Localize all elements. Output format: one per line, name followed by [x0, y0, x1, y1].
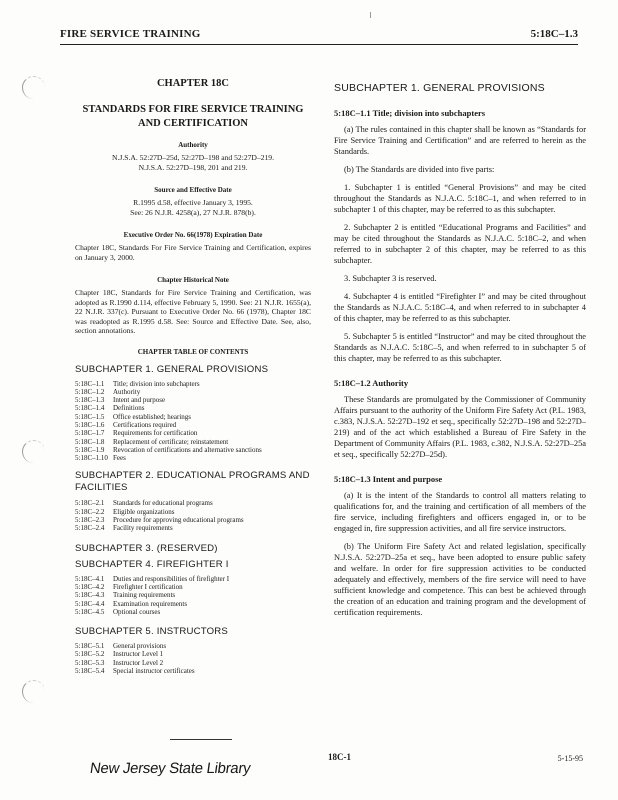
- table-of-contents-heading: CHAPTER TABLE OF CONTENTS: [137, 347, 249, 356]
- toc-item: [75, 499, 311, 507]
- toc-item: [75, 600, 311, 608]
- page-number: 18C-1: [328, 752, 351, 762]
- toc-item: [75, 421, 311, 429]
- toc-section-title: Special instructor certificates: [113, 667, 195, 676]
- toc-section-title: Office established; hearings: [113, 412, 192, 421]
- header-title: FIRE SERVICE TRAINING: [60, 28, 201, 40]
- toc-subchapter-heading: SUBCHAPTER 4. FIREFIGHTER I: [75, 558, 229, 570]
- toc-section-title: Duties and responsibilities of firefighter I: [113, 574, 230, 583]
- toc-item: [75, 608, 311, 616]
- executive-order-text: Chapter 18C, Standards For Fire Service Training and Certification, expires on January 3, 2000.: [75, 243, 311, 262]
- paragraph: 3. Subchapter 3 is reserved.: [344, 274, 437, 283]
- toc-section-title: Instructor Level 1: [113, 650, 164, 659]
- toc-item: [75, 591, 311, 599]
- toc-section-title: Training requirements: [113, 591, 176, 600]
- toc-section-title: Revocation of certifications and alternative sanctions: [113, 445, 262, 454]
- toc-section-number: 5:18C–1.4: [75, 404, 105, 413]
- toc-section-title: Instructor Level 2: [113, 658, 164, 667]
- toc-list: [75, 380, 311, 463]
- toc-section-title: Definitions: [113, 404, 145, 413]
- toc-item: [75, 396, 311, 404]
- toc-section-number: 5:18C–1.9: [75, 445, 105, 454]
- toc-section-title: General provisions: [113, 642, 167, 651]
- toc-item: [75, 388, 311, 396]
- toc-section-title: Title; division into subchapters: [113, 379, 200, 388]
- toc-section-number: 5:18C–4.4: [75, 599, 105, 608]
- toc-section-number: 5:18C–1.8: [75, 437, 105, 446]
- toc-section-title: Certifications required: [113, 420, 177, 429]
- authority-heading: Authority: [178, 141, 208, 149]
- toc-section-number: 5:18C–5.4: [75, 667, 105, 676]
- toc-section-title: Facility requirements: [113, 524, 173, 533]
- source-text: [75, 198, 311, 217]
- toc-section-number: 5:18C–2.2: [75, 507, 105, 516]
- toc-item: [75, 575, 311, 583]
- section-heading: 5:18C–1.2 Authority: [334, 378, 409, 388]
- source-line: See: 26 N.J.R. 4258(a), 27 N.J.R. 878(b).: [130, 207, 256, 217]
- punch-hole-mark: [22, 680, 45, 703]
- toc-section-number: 5:18C–1.2: [75, 387, 105, 396]
- toc-section-title: Requirements for certification: [113, 429, 198, 438]
- punch-hole-mark: [22, 440, 45, 463]
- toc-item: [75, 524, 311, 532]
- toc-list: [75, 642, 311, 675]
- section-heading: 5:18C–1.3 Intent and purpose: [334, 474, 443, 484]
- toc-subchapter-heading: SUBCHAPTER 5. INSTRUCTORS: [75, 626, 229, 638]
- toc-section-number: 5:18C–4.3: [75, 591, 105, 600]
- toc-section-title: Replacement of certificate; reinstatement: [113, 437, 229, 446]
- authority-line: N.J.S.A. 52:27D–25d, 52:27D–198 and 52:27D–219.: [111, 153, 274, 162]
- toc-section-number: 5:18C–4.5: [75, 607, 105, 616]
- toc-section-number: 5:18C–1.3: [75, 396, 105, 405]
- toc-section-title: Fees: [113, 454, 126, 463]
- supplement-date: 5-15-95: [557, 754, 583, 763]
- chapter-number: CHAPTER 18C: [156, 78, 230, 89]
- toc-item: [75, 454, 311, 462]
- paragraph: 4. Subchapter 4 is entitled “Firefighter I” and may be cited throughout the Standards as N.J.A.C. 5:18C–4, and when referred to in subchapter 4 of this chapter, may be referred to as this subchapter.: [334, 292, 586, 323]
- toc-section-number: 5:18C–2.4: [75, 524, 105, 533]
- authority-text: [75, 153, 311, 172]
- right-column: [334, 78, 586, 625]
- toc-item: [75, 642, 311, 650]
- toc-subchapter-heading: SUBCHAPTER 3. (RESERVED): [75, 542, 218, 554]
- authority-line: N.J.S.A. 52:27D–198, 201 and 219.: [138, 162, 248, 172]
- toc-section-number: 5:18C–1.7: [75, 429, 105, 438]
- toc-item: [75, 516, 311, 524]
- toc-section-number: 5:18C–4.2: [75, 582, 105, 591]
- toc-section-title: Standards for educational programs: [113, 499, 213, 508]
- toc-list: [75, 499, 311, 532]
- toc-list: [75, 575, 311, 616]
- toc-item: [75, 446, 311, 454]
- toc-section-number: 5:18C–1.6: [75, 420, 105, 429]
- source-heading: Source and Effective Date: [154, 186, 232, 194]
- toc-item: [75, 508, 311, 516]
- toc-item: [75, 583, 311, 591]
- paragraph: 1. Subchapter 1 is entitled “General Provisions” and may be cited throughout the Standards as N.J.A.C. 5:18C–1, and when referred to in subchapter 1 of this chapter, may be referred to as this subchapter.: [334, 183, 586, 214]
- toc-section-title: Eligible organizations: [113, 507, 175, 516]
- toc-item: [75, 429, 311, 437]
- header-rule: [60, 44, 578, 45]
- toc-item: [75, 438, 311, 446]
- chapter-title-line: AND CERTIFICATION: [138, 118, 248, 129]
- toc-section-number: 5:18C–1.10: [75, 454, 108, 463]
- historical-note-text: Chapter 18C, Standards for Fire Service Training and Certification, was adopted as R.1990 d.114, effective February 5, 1990. See: 21 N.J.R. 1655(a), 22 N.J.R. 337(c). Pursuant to Executive Order No. 66 (1978), Chapter 18C was readopted as R.1995 d.58. See: Source and Effective Date. See, also, section annotations.: [75, 288, 311, 335]
- paragraph: 2. Subchapter 2 is entitled “Educational Programs and Facilities” and may be cited throughout the Standards as N.J.A.C. 5:18C–2, and when referred to in subchapter 2 of this chapter, may be referred to as this subchapter.: [334, 223, 586, 265]
- subchapter-heading: SUBCHAPTER 1. GENERAL PROVISIONS: [334, 82, 545, 94]
- table-of-contents: [75, 364, 311, 676]
- paragraph: (a) It is the intent of the Standards to control all matters relating to qualifications for, and the training and certification of all members of the fire service, including firefighters and officers engaged in, or to be engaged in, fire suppression activities, and all fire service instructors.: [334, 491, 586, 533]
- chapter-title: [75, 103, 311, 131]
- toc-subchapter-heading: SUBCHAPTER 1. GENERAL PROVISIONS: [75, 363, 269, 375]
- paragraph: (b) The Uniform Fire Safety Act and related legislation, specifically N.J.S.A. 52:27D–25a et seq., have been adopted to ensure public safety and welfare. In order for fire suppression activities to be conducted adequately and effectively, members of the fire service will need to have sufficient knowledge and competence. This can best be achieved through the creation of an education and training program and the development of certification requirements.: [334, 542, 586, 617]
- executive-order-heading: Executive Order No. 66(1978) Expiration Date: [123, 231, 263, 239]
- library-stamp: New Jersey State Library: [88, 760, 252, 777]
- toc-item: [75, 650, 311, 658]
- toc-section-number: 5:18C–5.1: [75, 642, 105, 651]
- historical-note-heading: Chapter Historical Note: [157, 276, 229, 284]
- toc-item: [75, 659, 311, 667]
- toc-section-title: Procedure for approving educational programs: [113, 516, 244, 525]
- toc-section-number: 5:18C–5.3: [75, 658, 105, 667]
- left-column: [75, 78, 311, 683]
- section-heading: 5:18C–1.1 Title; division into subchapters: [334, 108, 486, 118]
- toc-section-title: Authority: [113, 387, 141, 396]
- toc-section-number: 5:18C–5.2: [75, 650, 105, 659]
- toc-section-number: 5:18C–1.5: [75, 412, 105, 421]
- toc-section-title: Intent and purpose: [113, 396, 166, 405]
- toc-subchapter-heading: SUBCHAPTER 2. EDUCATIONAL PROGRAMS AND FACILITIES: [75, 470, 310, 494]
- toc-section-title: Firefighter I certification: [113, 582, 183, 591]
- toc-section-title: Optional courses: [113, 607, 161, 616]
- running-header: [60, 28, 578, 42]
- paragraph: (a) The rules contained in this chapter shall be known as “Standards for Fire Service Training and Certification” and are referred to herein as the Standards.: [334, 125, 586, 156]
- toc-item: [75, 404, 311, 412]
- paragraph: These Standards are promulgated by the Commissioner of Community Affairs pursuant to the authority of the Uniform Fire Safety Act (P.L. 1983, c.383, N.J.S.A. 52:27D–192 et seq., specifically 52:27D–198 and 52:27D–219) and of the act which established a Bureau of Fire Safety in the Department of Community Affairs (P.L. 1983, c.382, N.J.S.A. 52:27D–25a et seq., specifically 52:27D–25d).: [334, 395, 586, 459]
- toc-item: [75, 380, 311, 388]
- source-line: R.1995 d.58, effective January 3, 1995.: [133, 198, 253, 207]
- scan-mark: [370, 12, 371, 18]
- header-section-number: 5:18C–1.3: [530, 28, 578, 40]
- toc-section-number: 5:18C–2.3: [75, 516, 105, 525]
- paragraph: (b) The Standards are divided into five parts:: [344, 165, 495, 174]
- toc-section-number: 5:18C–4.1: [75, 574, 105, 583]
- toc-item: [75, 667, 311, 675]
- toc-section-title: Examination requirements: [113, 599, 188, 608]
- toc-section-number: 5:18C–2.1: [75, 499, 105, 508]
- toc-item: [75, 413, 311, 421]
- punch-hole-mark: [22, 76, 45, 99]
- footer-rule: [170, 739, 232, 740]
- chapter-title-line: STANDARDS FOR FIRE SERVICE TRAINING: [82, 104, 304, 115]
- paragraph: 5. Subchapter 5 is entitled “Instructor” and may be cited throughout the Standards as N.J.A.C. 5:18C–5, and when referred to in subchapter 5 of this chapter, may be referred to as this subchapter.: [334, 332, 586, 363]
- toc-section-number: 5:18C–1.1: [75, 379, 105, 388]
